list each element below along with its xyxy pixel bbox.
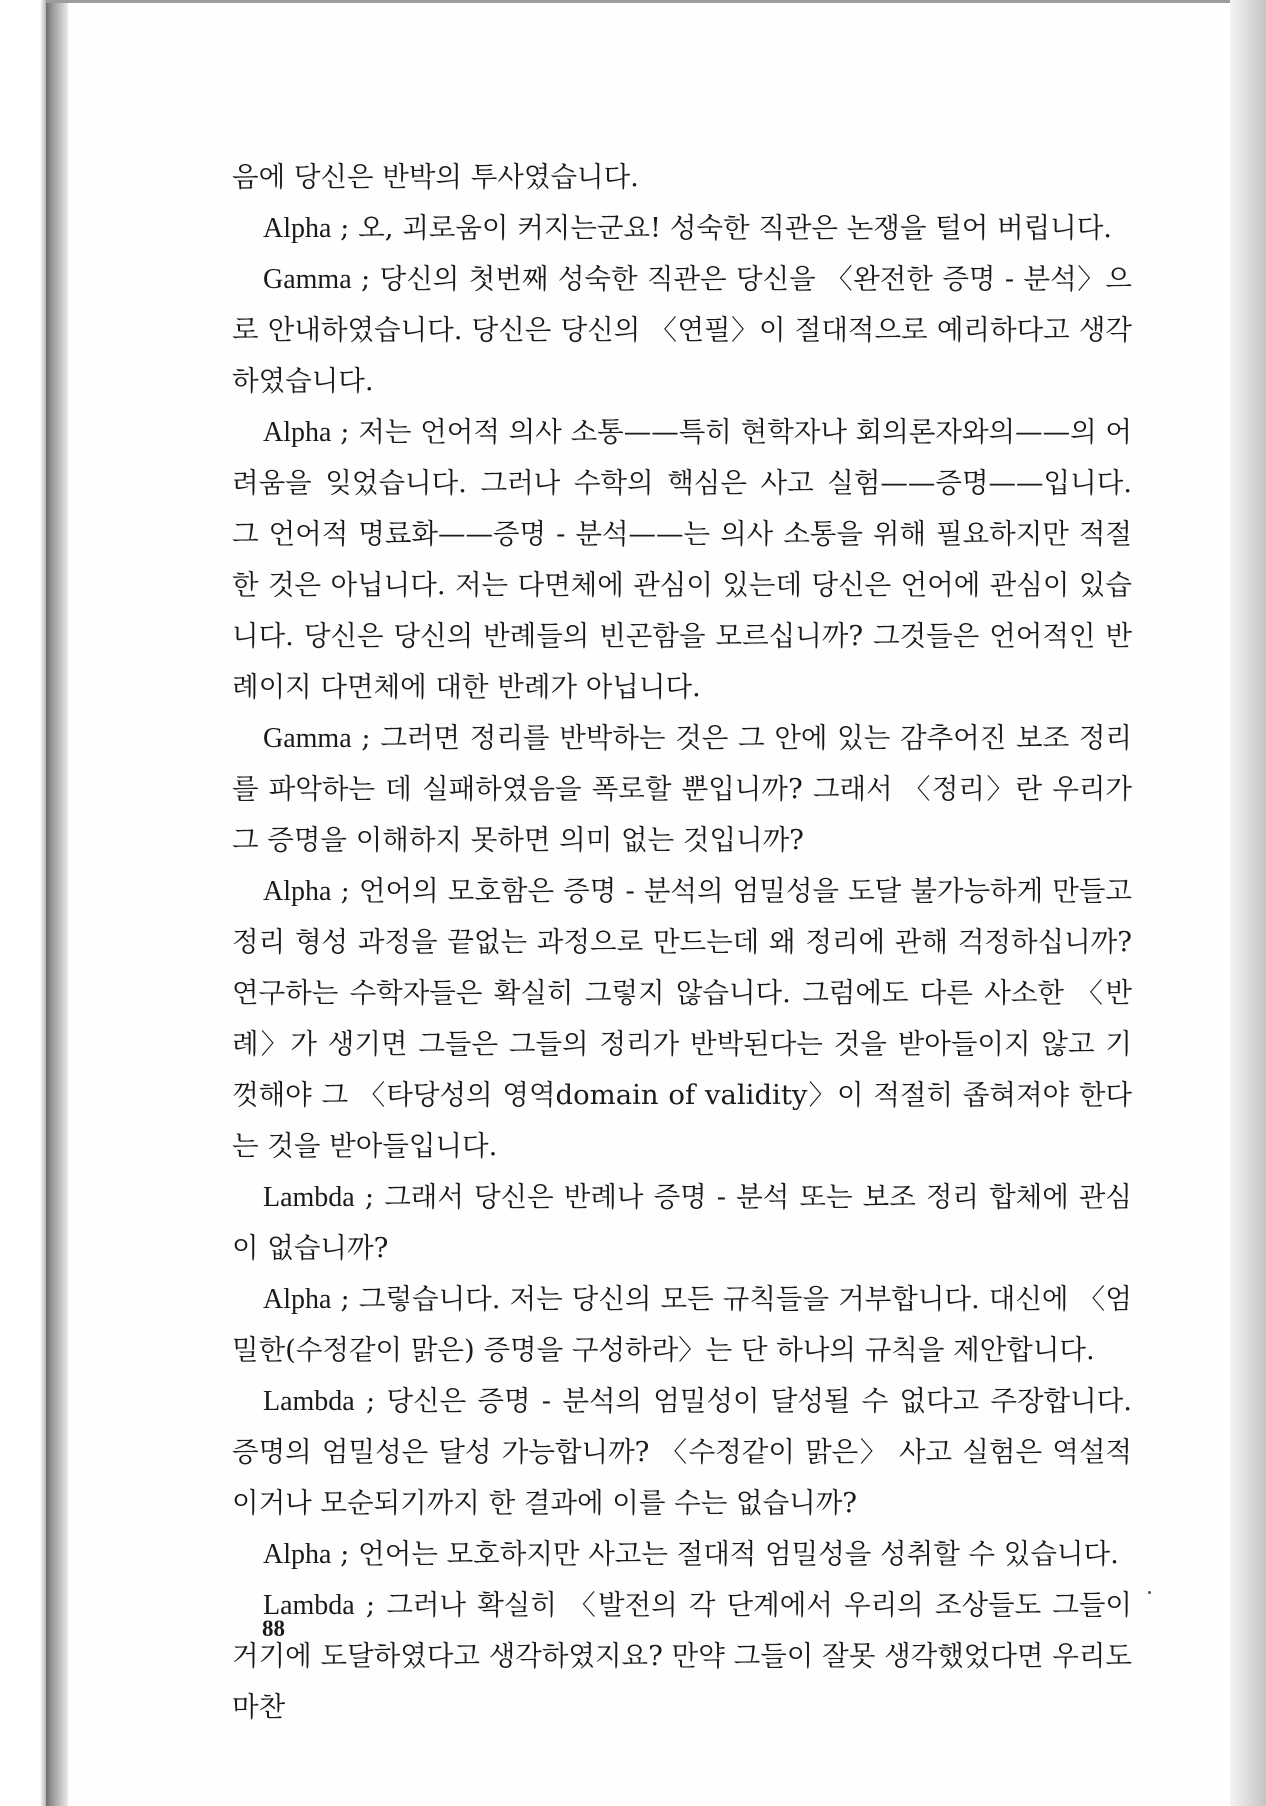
paragraph-text: ; 오, 괴로움이 커지는군요! 성숙한 직관은 논쟁을 털어 버립니다.	[331, 212, 1113, 244]
speaker-name: Lambda	[263, 1386, 355, 1417]
speaker-name: Alpha	[263, 417, 332, 448]
paragraph	[232, 1376, 1132, 1529]
paragraph-text: ; 그렇습니다. 저는 당신의 모든 규칙들을 거부합니다. 대신에 〈엄밀한(수정같이 맑은) 증명을 구성하라〉는 단 하나의 규칙을 제안합니다.	[232, 1283, 1132, 1366]
speaker-name: Alpha	[263, 213, 332, 244]
paragraph	[232, 713, 1132, 866]
book-spine-edge	[46, 0, 68, 1806]
paragraph	[232, 254, 1132, 407]
paragraph	[232, 152, 1132, 203]
speaker-name: Lambda	[263, 1182, 355, 1213]
speaker-name: Alpha	[263, 1539, 332, 1570]
print-speck	[1148, 1591, 1151, 1594]
speaker-name: Lambda	[263, 1590, 355, 1621]
paragraph-text: ; 그러면 정리를 반박하는 것은 그 안에 있는 감추어진 보조 정리를 파악하는 데 실패하였음을 폭로할 뿐입니까? 그래서 〈정리〉란 우리가 그 증명을 이해하지 못하면 의미 없는 것입니까?	[232, 722, 1132, 856]
paragraph	[232, 1274, 1132, 1376]
speaker-name: Gamma	[263, 264, 352, 295]
paragraph	[232, 1172, 1132, 1274]
page-right-shadow	[1230, 0, 1266, 1806]
paragraph	[232, 866, 1132, 1172]
paragraph-text: ; 당신은 증명 - 분석의 엄밀성이 달성될 수 없다고 주장합니다. 증명의 엄밀성은 달성 가능합니까? 〈수정같이 맑은〉 사고 실험은 역설적이거나 모순되기까지 한 결과에 이를 수는 없습니까?	[232, 1385, 1132, 1519]
paragraph-text: ; 그러나 확실히 〈발전의 각 단계에서 우리의 조상들도 그들이 거기에 도달하였다고 생각하였지요? 만약 그들이 잘못 생각했었다면 우리도 마찬	[232, 1589, 1132, 1723]
paragraph	[232, 1580, 1132, 1733]
page-number: 88	[262, 1616, 285, 1641]
paragraph-text: ; 당신의 첫번째 성숙한 직관은 당신을 〈완전한 증명 - 분석〉으로 안내하였습니다. 당신은 당신의 〈연필〉이 절대적으로 예리하다고 생각하였습니다.	[232, 263, 1132, 397]
speaker-name: Alpha	[263, 876, 332, 907]
paragraph-text: ; 언어의 모호함은 증명 - 분석의 엄밀성을 도달 불가능하게 만들고 정리 형성 과정을 끝없는 과정으로 만드는데 왜 정리에 관해 걱정하십니까? 연구하는 수학자들은 확실히 그렇지 않습니다. 그럼에도 다른 사소한 〈반례〉가 생기면 그들은 그들의 정리가 반박된다는 것을 받아들이지 않고 기껏해야 그 〈타당성의 영역domain of validity〉이 적절히 좁혀져야 한다는 것을 받아들입니다.	[232, 875, 1132, 1162]
paragraph-text: ; 저는 언어적 의사 소통——특히 현학자나 회의론자와의——의 어려움을 잊었습니다. 그러나 수학의 핵심은 사고 실험——증명——입니다. 그 언어적 명료화——증명 - 분석——는 의사 소통을 위해 필요하지만 적절한 것은 아닙니다. 저는 다면체에 관심이 있는데 당신은 언어에 관심이 있습니다. 당신은 당신의 반례들의 빈곤함을 모르십니까? 그것들은 언어적인 반례이지 다면체에 대한 반례가 아닙니다.	[232, 416, 1132, 703]
page-body-text	[232, 152, 1132, 1733]
speaker-name: Alpha	[263, 1284, 332, 1315]
speaker-name: Gamma	[263, 723, 352, 754]
paragraph	[232, 407, 1132, 713]
paragraph-text: ; 그래서 당신은 반례나 증명 - 분석 또는 보조 정리 합체에 관심이 없습니까?	[232, 1181, 1132, 1264]
paragraph	[232, 1529, 1132, 1580]
paragraph-text: 음에 당신은 반박의 투사였습니다.	[232, 161, 639, 193]
paragraph	[232, 203, 1132, 254]
paragraph-text: ; 언어는 모호하지만 사고는 절대적 엄밀성을 성취할 수 있습니다.	[331, 1538, 1119, 1570]
